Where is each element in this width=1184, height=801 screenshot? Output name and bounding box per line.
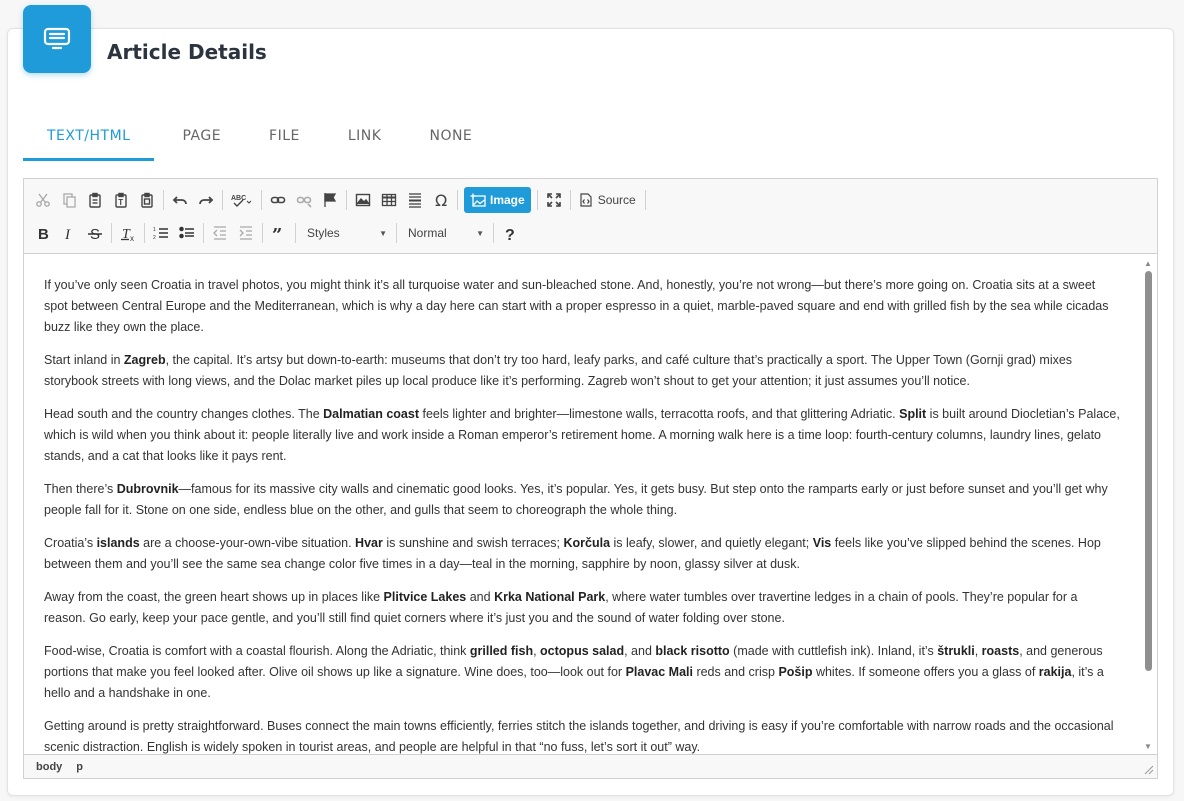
text-run: feels like you’ve slipped behind the scenes. Hop between them and you’ll see the same sea change color five times in a day—teal in the morning, sapphire by noon, glassy silver at dusk.	[44, 536, 1101, 571]
insert-image-button[interactable]	[464, 187, 531, 213]
bold-text: Plavac Mali	[625, 665, 693, 679]
add-image-icon	[470, 193, 486, 207]
text-run: is leafy, slower, and quietly elegant;	[610, 536, 813, 550]
tab-none[interactable]: NONE	[429, 128, 473, 144]
scroll-up-arrow-icon[interactable]: ▲	[1144, 259, 1152, 268]
resize-handle-icon[interactable]	[1144, 765, 1154, 775]
tab-file[interactable]: FILE	[269, 128, 300, 144]
bold-text: Plitvice Lakes	[383, 590, 467, 604]
source-button[interactable]	[574, 187, 642, 213]
text-run: reds and crisp	[692, 665, 779, 679]
anchor-flag-icon[interactable]	[317, 187, 343, 213]
bold-text: štrukli	[937, 644, 975, 658]
article-paragraph	[44, 479, 1121, 521]
cut-icon[interactable]	[30, 187, 56, 213]
bold-text: Split	[899, 407, 927, 421]
toolbar-separator	[457, 190, 458, 210]
toolbar-separator	[396, 223, 397, 243]
toolbar-separator	[144, 223, 145, 243]
svg-text:?: ?	[505, 227, 515, 241]
text-run: , it’s a hello and a handshake in one.	[44, 665, 1104, 700]
article-paragraph	[44, 533, 1121, 575]
svg-text:1: 1	[153, 227, 156, 233]
svg-text:T: T	[118, 198, 124, 207]
indent-icon[interactable]	[233, 220, 259, 246]
toolbar-separator	[645, 190, 646, 210]
redo-icon[interactable]	[193, 187, 219, 213]
numbered-list-icon[interactable]	[148, 220, 174, 246]
text-run: , where water tumbles over travertine ledges in a chain of pools. They’re popular for a reason. Go early, keep your pace gentle, and you’ll still find quiet corners where it’s just you and the sound of water folding over stone.	[44, 590, 1078, 625]
text-run: Away from the coast, the green heart shows up in places like	[44, 590, 384, 604]
rich-text-editor	[23, 178, 1158, 779]
text-run: feels lighter and brighter—limestone walls, terracotta roofs, and that glittering Adriatic.	[419, 407, 900, 421]
paste-icon[interactable]	[82, 187, 108, 213]
maximize-icon[interactable]	[541, 187, 567, 213]
svg-text:”: ”	[272, 225, 283, 241]
toolbar-separator	[295, 223, 296, 243]
text-run: Croatia’s	[44, 536, 97, 550]
toolbar-separator	[111, 223, 112, 243]
blockquote-icon[interactable]	[266, 220, 292, 246]
paste-text-icon[interactable]	[108, 187, 134, 213]
scrollbar-thumb[interactable]	[1145, 271, 1152, 671]
remove-format-icon[interactable]	[115, 220, 141, 246]
undo-icon[interactable]	[167, 187, 193, 213]
tab-page[interactable]: PAGE	[182, 128, 222, 144]
bold-text: Krka National Park	[494, 590, 606, 604]
svg-text:Ω: Ω	[435, 192, 448, 208]
svg-text:B: B	[38, 226, 49, 241]
toolbar-separator	[262, 223, 263, 243]
text-run: If you’ve only seen Croatia in travel photos, you might think it’s all turquoise water and sun-bleached stone. And, honestly, you’re not wrong—but there’s more going on. Croatia sits at a sweet spot between Central Europe and the Mediterranean, which is why a day here can start with a proper espresso in a quiet, marble-paved square and end with grilled fish by the sea while cicadas buzz like they own the place.	[44, 278, 1109, 334]
bold-text: octopus salad	[540, 644, 625, 658]
bold-icon[interactable]	[30, 220, 56, 246]
spellcheck-icon[interactable]	[226, 187, 258, 213]
element-path-bar	[24, 754, 1157, 778]
article-paragraph	[44, 641, 1121, 704]
article-paragraph	[44, 587, 1121, 629]
source-document-icon	[580, 193, 592, 207]
link-icon[interactable]	[265, 187, 291, 213]
bold-text: islands	[96, 536, 140, 550]
editor-content-area[interactable]	[24, 255, 1157, 754]
text-run: is built around Diocletian’s Palace, which is wild when you think about it: people literally live and work inside a Roman emperor’s retirement home. A morning walk here is a time loop: fourth-century columns, laundry lines, gelato stands, and a cat that looks like it pays rent.	[44, 407, 1120, 463]
bold-text: Dalmatian coast	[323, 407, 419, 421]
text-run: Getting around is pretty straightforward. Buses connect the main towns efficiently, ferries stitch the islands together, and driving is easy if you’re comfortable with narrow roads and the occasional scenic distraction. English is widely spoken in tourist areas, and people are helpful in that “no fuss, let’s sort it out” way.	[44, 719, 1114, 754]
tab-link[interactable]: LINK	[347, 128, 382, 144]
table-icon[interactable]	[376, 187, 402, 213]
text-run: Head south and the country changes clothes. The	[44, 407, 324, 421]
insert-image-label: Image	[490, 193, 525, 207]
tab-bar	[23, 118, 496, 161]
copy-icon[interactable]	[56, 187, 82, 213]
tab-text-html[interactable]: TEXT/HTML	[23, 118, 154, 161]
text-run: is sunshine and swish terraces;	[382, 536, 564, 550]
unlink-icon[interactable]	[291, 187, 317, 213]
svg-text:I: I	[65, 227, 70, 241]
bold-text: black risotto	[655, 644, 730, 658]
italic-icon[interactable]	[56, 220, 82, 246]
monitor-text-icon	[23, 5, 91, 73]
text-run: Food-wise, Croatia is comfort with a coastal flourish. Along the Adriatic, think	[44, 644, 470, 658]
bold-text: roasts	[981, 644, 1020, 658]
bold-text: Dubrovnik	[116, 482, 179, 496]
image-icon[interactable]	[350, 187, 376, 213]
text-run: , the capital. It’s artsy but down-to-earth: museums that don’t try too hard, leafy parks, and café culture that’s practically a sport. The Upper Town (Gornji grad) mixes storybook streets with long views, and the Dolac market piles up local produce like it’s performing. Zagreb won’t shout to get your attention; it just assumes you’ll notice.	[44, 353, 1073, 388]
vertical-scrollbar[interactable]	[1143, 259, 1153, 751]
toolbar-separator	[261, 190, 262, 210]
text-run: —famous for its massive city walls and cinematic good looks. Yes, it’s popular. Yes, it gets busy. But step onto the ramparts early or just before sunset and you’ll get why people fall for it. Stone on one side, endless blue on the other, and gulls that seem to choreograph the whole thing.	[44, 482, 1108, 517]
editor-toolbar	[24, 179, 1157, 254]
toolbar-separator	[493, 223, 494, 243]
format-dropdown-label: Normal	[408, 226, 447, 240]
outdent-icon[interactable]	[207, 220, 233, 246]
bold-text: Pošip	[778, 665, 813, 679]
toolbar-separator	[346, 190, 347, 210]
toolbar-separator	[203, 223, 204, 243]
text-run: Start inland in	[44, 353, 124, 367]
svg-text:S: S	[90, 226, 101, 241]
article-paragraph	[44, 716, 1121, 754]
text-run: ,	[974, 644, 982, 658]
bold-text: Hvar	[355, 536, 383, 550]
article-paragraph	[44, 404, 1121, 467]
toolbar-separator	[570, 190, 571, 210]
horizontal-rule-icon[interactable]	[402, 187, 428, 213]
text-run: (made with cuttlefish ink). Inland, it’s	[729, 644, 938, 658]
svg-text:2: 2	[153, 235, 156, 241]
bold-text: Vis	[812, 536, 832, 550]
text-run: , and generous portions that make you feel looked after. Olive oil shows up like a signature. Wine does, too—look out for	[44, 644, 1103, 679]
path-element-p[interactable]: p	[76, 760, 84, 773]
source-label: Source	[597, 193, 636, 207]
chevron-down-icon: ▼	[476, 228, 484, 238]
strikethrough-icon[interactable]	[82, 220, 108, 246]
bulleted-list-icon[interactable]	[174, 220, 200, 246]
toolbar-separator	[222, 190, 223, 210]
paste-word-icon[interactable]	[134, 187, 160, 213]
toolbar-separator	[537, 190, 538, 210]
chevron-down-icon: ▼	[379, 228, 387, 238]
text-run: , and	[624, 644, 656, 658]
bold-text: Korčula	[563, 536, 611, 550]
bold-text: rakija	[1038, 665, 1072, 679]
text-run: ,	[533, 644, 541, 658]
bold-text: Zagreb	[123, 353, 166, 367]
format-dropdown[interactable]	[400, 221, 490, 245]
text-run: whites. If someone offers you a glass of	[812, 665, 1039, 679]
article-paragraph	[44, 350, 1121, 392]
text-run: and	[466, 590, 495, 604]
styles-dropdown-label: Styles	[307, 226, 340, 240]
scroll-down-arrow-icon[interactable]: ▼	[1144, 742, 1152, 751]
page-title: Article Details	[107, 40, 267, 64]
svg-text:T: T	[122, 227, 130, 241]
path-element-body[interactable]: body	[36, 760, 63, 773]
special-char-omega-icon[interactable]	[428, 187, 454, 213]
svg-text:ABC: ABC	[231, 195, 247, 202]
styles-dropdown[interactable]	[299, 221, 393, 245]
bold-text: grilled fish	[469, 644, 534, 658]
text-run: Then there’s	[44, 482, 117, 496]
help-icon[interactable]	[497, 220, 523, 246]
svg-text:x: x	[130, 234, 134, 241]
text-run: are a choose-your-own-vibe situation.	[139, 536, 356, 550]
toolbar-separator	[163, 190, 164, 210]
article-paragraph	[44, 275, 1121, 338]
